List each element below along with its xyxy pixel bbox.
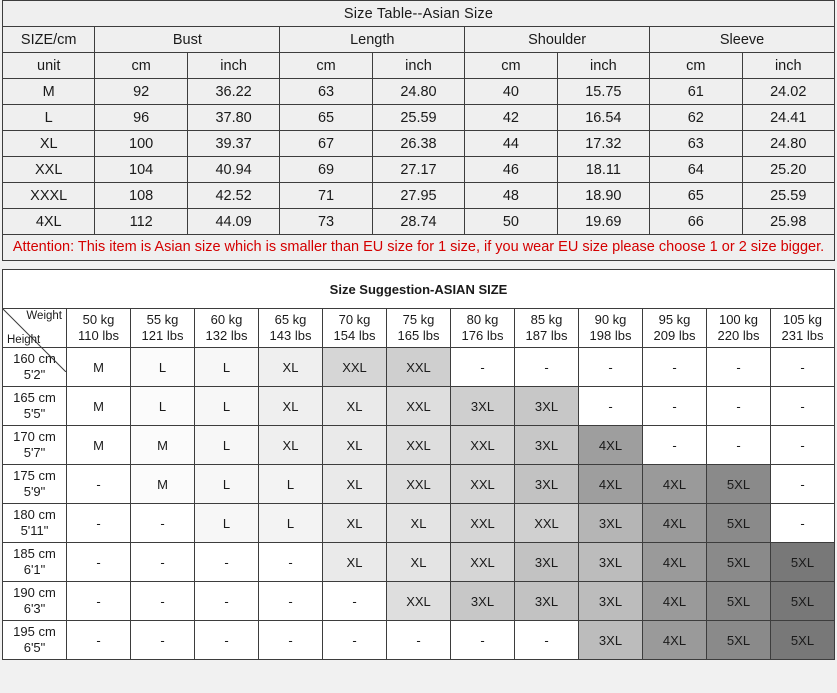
suggestion-cell: - — [259, 543, 323, 582]
weight-axis-label: Weight — [26, 310, 62, 322]
suggestion-cell: - — [67, 621, 131, 660]
group-header-length: Length — [280, 27, 465, 53]
group-header-bust: Bust — [95, 27, 280, 53]
table-row — [3, 426, 835, 465]
cell-bust-inch: 42.52 — [187, 183, 279, 209]
suggestion-cell: XL — [323, 543, 387, 582]
cell-shoulder-cm: 50 — [465, 209, 557, 235]
suggestion-cell: - — [451, 348, 515, 387]
unit-length-cm: cm — [280, 53, 372, 79]
suggestion-cell: - — [131, 504, 195, 543]
suggestion-cell: - — [323, 582, 387, 621]
suggestion-cell: 5XL — [707, 621, 771, 660]
height-cm: 185 cm — [13, 546, 56, 561]
suggestion-cell: 3XL — [515, 387, 579, 426]
cell-bust-cm: 108 — [95, 183, 187, 209]
size-table-title-row — [3, 1, 835, 27]
weight-header-7 — [515, 309, 579, 348]
table-row — [3, 348, 835, 387]
cell-length-cm: 73 — [280, 209, 372, 235]
cell-sleeve-cm: 63 — [650, 131, 742, 157]
suggestion-cell: XXL — [387, 348, 451, 387]
suggestion-cell: - — [195, 621, 259, 660]
cell-shoulder-cm: 46 — [465, 157, 557, 183]
suggestion-cell: L — [195, 426, 259, 465]
suggestion-cell: XXL — [451, 504, 515, 543]
cell-length-inch: 27.17 — [372, 157, 464, 183]
suggestion-cell: 5XL — [771, 543, 835, 582]
suggestion-cell: M — [131, 465, 195, 504]
size-table-asian — [2, 0, 835, 261]
weight-kg: 105 kg — [782, 312, 823, 327]
suggestion-cell: - — [771, 348, 835, 387]
height-ft: 5'9" — [23, 484, 46, 499]
weight-kg: 70 kg — [338, 312, 371, 327]
suggestion-cell: 4XL — [643, 465, 707, 504]
weight-lbs: 187 lbs — [525, 328, 568, 343]
suggestion-cell: XL — [387, 543, 451, 582]
weight-lbs: 143 lbs — [269, 328, 312, 343]
cell-sleeve-inch: 24.80 — [742, 131, 835, 157]
weight-kg: 60 kg — [210, 312, 243, 327]
cell-length-inch: 27.95 — [372, 183, 464, 209]
weight-header-8 — [579, 309, 643, 348]
weight-header-0 — [67, 309, 131, 348]
suggestion-cell: XXL — [515, 504, 579, 543]
unit-length-inch: inch — [372, 53, 464, 79]
suggestion-cell: 3XL — [515, 543, 579, 582]
height-axis-label: Height — [7, 334, 41, 346]
group-header-shoulder: Shoulder — [465, 27, 650, 53]
height-cm: 175 cm — [13, 468, 56, 483]
suggestion-cell: M — [131, 426, 195, 465]
table-row — [3, 582, 835, 621]
suggestion-cell: - — [131, 582, 195, 621]
unit-shoulder-inch: inch — [557, 53, 649, 79]
suggestion-cell: M — [67, 426, 131, 465]
suggestion-cell: 4XL — [643, 504, 707, 543]
suggestion-cell: 3XL — [579, 543, 643, 582]
size-suggestion-table — [2, 269, 835, 660]
cell-length-cm: 63 — [280, 79, 372, 105]
height-ft: 6'3" — [23, 601, 46, 616]
suggestion-cell: 3XL — [515, 465, 579, 504]
suggestion-cell: L — [131, 348, 195, 387]
cell-length-cm: 69 — [280, 157, 372, 183]
group-header-size: SIZE/cm — [3, 27, 95, 53]
suggestion-cell: 4XL — [643, 543, 707, 582]
table-row — [3, 504, 835, 543]
height-header-4 — [3, 504, 67, 543]
suggestion-cell: XL — [259, 348, 323, 387]
suggestion-cell: 5XL — [707, 543, 771, 582]
weight-header-6 — [451, 309, 515, 348]
suggestion-cell: - — [643, 387, 707, 426]
suggestion-cell: 5XL — [707, 582, 771, 621]
unit-sleeve-cm: cm — [650, 53, 742, 79]
height-cm: 165 cm — [13, 390, 56, 405]
suggestion-cell: 4XL — [579, 426, 643, 465]
unit-bust-cm: cm — [95, 53, 187, 79]
height-header-5 — [3, 543, 67, 582]
table-row — [3, 157, 835, 183]
cell-bust-inch: 39.37 — [187, 131, 279, 157]
weight-lbs: 110 lbs — [78, 328, 119, 343]
height-ft: 5'11" — [20, 523, 49, 538]
suggestion-cell: XL — [323, 465, 387, 504]
suggestion-cell: - — [67, 543, 131, 582]
cell-sleeve-cm: 66 — [650, 209, 742, 235]
weight-lbs: 121 lbs — [141, 328, 184, 343]
cell-sleeve-cm: 64 — [650, 157, 742, 183]
axis-corner-cell — [3, 309, 67, 348]
size-table-unit-row — [3, 53, 835, 79]
table-row — [3, 131, 835, 157]
size-table-body — [3, 1, 835, 261]
suggestion-cell: 3XL — [515, 582, 579, 621]
cell-bust-cm: 92 — [95, 79, 187, 105]
suggestion-cell: XXL — [451, 465, 515, 504]
suggestion-cell: XL — [323, 504, 387, 543]
cell-size: XXXL — [3, 183, 95, 209]
weight-header-5 — [387, 309, 451, 348]
suggestion-cell: XXL — [387, 582, 451, 621]
suggestion-cell: L — [195, 465, 259, 504]
cell-shoulder-cm: 48 — [465, 183, 557, 209]
cell-shoulder-inch: 18.11 — [557, 157, 649, 183]
suggestion-cell: 3XL — [451, 387, 515, 426]
weight-header-10 — [707, 309, 771, 348]
suggestion-cell: XXL — [451, 426, 515, 465]
suggestion-cell: - — [579, 348, 643, 387]
suggestion-cell: XL — [387, 504, 451, 543]
suggestion-cell: - — [771, 465, 835, 504]
size-suggestion-title-row — [3, 270, 835, 309]
weight-kg: 95 kg — [658, 312, 691, 327]
cell-size: M — [3, 79, 95, 105]
suggestion-cell: - — [323, 621, 387, 660]
attention-note: Attention: This item is Asian size which is smaller than EU size for 1 size, if you wear EU size please choose 1 or 2 size bigger. — [3, 235, 835, 261]
weight-lbs: 132 lbs — [205, 328, 248, 343]
weight-lbs: 220 lbs — [717, 328, 760, 343]
group-header-sleeve: Sleeve — [650, 27, 835, 53]
weight-header-4 — [323, 309, 387, 348]
unit-sleeve-inch: inch — [742, 53, 835, 79]
suggestion-cell: - — [771, 387, 835, 426]
height-cm: 160 cm — [13, 351, 56, 366]
suggestion-cell: - — [643, 348, 707, 387]
suggestion-cell: - — [131, 621, 195, 660]
suggestion-cell: M — [67, 348, 131, 387]
cell-bust-inch: 44.09 — [187, 209, 279, 235]
suggestion-cell: - — [387, 621, 451, 660]
cell-shoulder-inch: 16.54 — [557, 105, 649, 131]
suggestion-cell: 4XL — [643, 582, 707, 621]
cell-bust-inch: 36.22 — [187, 79, 279, 105]
suggestion-cell: 4XL — [579, 465, 643, 504]
cell-shoulder-cm: 44 — [465, 131, 557, 157]
suggestion-cell: - — [771, 504, 835, 543]
suggestion-cell: XL — [259, 426, 323, 465]
unit-bust-inch: inch — [187, 53, 279, 79]
suggestion-cell: XL — [323, 426, 387, 465]
height-cm: 195 cm — [13, 624, 56, 639]
weight-lbs: 176 lbs — [461, 328, 504, 343]
cell-sleeve-cm: 62 — [650, 105, 742, 131]
suggestion-cell: 3XL — [579, 504, 643, 543]
suggestion-cell: - — [707, 426, 771, 465]
cell-length-inch: 24.80 — [372, 79, 464, 105]
weight-kg: 90 kg — [594, 312, 627, 327]
unit-label: unit — [3, 53, 95, 79]
table-row — [3, 543, 835, 582]
suggestion-cell: XL — [259, 387, 323, 426]
suggestion-cell: L — [131, 387, 195, 426]
cell-bust-cm: 104 — [95, 157, 187, 183]
height-cm: 190 cm — [13, 585, 56, 600]
table-row — [3, 621, 835, 660]
suggestion-cell: - — [707, 348, 771, 387]
table-row — [3, 105, 835, 131]
cell-bust-inch: 40.94 — [187, 157, 279, 183]
suggestion-cell: L — [195, 348, 259, 387]
table-row — [3, 183, 835, 209]
suggestion-cell: XL — [323, 387, 387, 426]
cell-size: XL — [3, 131, 95, 157]
weight-header-9 — [643, 309, 707, 348]
table-row — [3, 209, 835, 235]
suggestion-cell: 3XL — [451, 582, 515, 621]
weight-kg: 65 kg — [274, 312, 307, 327]
suggestion-cell: XXL — [451, 543, 515, 582]
suggestion-cell: 3XL — [579, 621, 643, 660]
cell-shoulder-inch: 17.32 — [557, 131, 649, 157]
cell-shoulder-inch: 15.75 — [557, 79, 649, 105]
weight-lbs: 198 lbs — [589, 328, 632, 343]
table-separator — [0, 261, 837, 269]
table-row — [3, 387, 835, 426]
suggestion-cell: L — [259, 465, 323, 504]
cell-length-cm: 65 — [280, 105, 372, 131]
cell-bust-cm: 100 — [95, 131, 187, 157]
cell-sleeve-inch: 24.41 — [742, 105, 835, 131]
cell-shoulder-inch: 18.90 — [557, 183, 649, 209]
cell-sleeve-inch: 25.59 — [742, 183, 835, 209]
cell-bust-inch: 37.80 — [187, 105, 279, 131]
height-header-2 — [3, 426, 67, 465]
weight-lbs: 165 lbs — [397, 328, 440, 343]
weight-header-row — [3, 309, 835, 348]
height-ft: 6'5" — [23, 640, 46, 655]
size-suggestion-body — [3, 270, 835, 660]
suggestion-cell: - — [195, 543, 259, 582]
height-cm: 180 cm — [13, 507, 56, 522]
suggestion-cell: - — [67, 504, 131, 543]
cell-length-inch: 28.74 — [372, 209, 464, 235]
suggestion-cell: XXL — [387, 465, 451, 504]
height-header-6 — [3, 582, 67, 621]
cell-length-cm: 71 — [280, 183, 372, 209]
suggestion-cell: - — [67, 582, 131, 621]
suggestion-cell: L — [195, 504, 259, 543]
weight-kg: 85 kg — [530, 312, 563, 327]
height-ft: 5'5" — [23, 406, 46, 421]
cell-sleeve-inch: 25.20 — [742, 157, 835, 183]
weight-header-1 — [131, 309, 195, 348]
suggestion-cell: 5XL — [707, 465, 771, 504]
cell-shoulder-cm: 42 — [465, 105, 557, 131]
weight-kg: 50 kg — [82, 312, 115, 327]
cell-shoulder-cm: 40 — [465, 79, 557, 105]
suggestion-cell: - — [451, 621, 515, 660]
suggestion-cell: 5XL — [771, 582, 835, 621]
suggestion-cell: - — [643, 426, 707, 465]
suggestion-cell: 4XL — [643, 621, 707, 660]
cell-size: XXL — [3, 157, 95, 183]
cell-sleeve-cm: 61 — [650, 79, 742, 105]
size-suggestion-title: Size Suggestion-ASIAN SIZE — [3, 270, 835, 309]
weight-lbs: 154 lbs — [333, 328, 376, 343]
suggestion-cell: 5XL — [707, 504, 771, 543]
suggestion-cell: - — [131, 543, 195, 582]
weight-header-11 — [771, 309, 835, 348]
weight-header-2 — [195, 309, 259, 348]
attention-row — [3, 235, 835, 261]
cell-sleeve-inch: 24.02 — [742, 79, 835, 105]
suggestion-cell: - — [515, 621, 579, 660]
cell-bust-cm: 96 — [95, 105, 187, 131]
suggestion-cell: - — [515, 348, 579, 387]
table-row — [3, 465, 835, 504]
suggestion-cell: L — [259, 504, 323, 543]
suggestion-cell: M — [67, 387, 131, 426]
cell-size: 4XL — [3, 209, 95, 235]
suggestion-cell: XXL — [387, 387, 451, 426]
suggestion-cell: - — [259, 621, 323, 660]
height-ft: 5'7" — [23, 445, 46, 460]
height-header-7 — [3, 621, 67, 660]
weight-kg: 55 kg — [146, 312, 179, 327]
suggestion-cell: - — [771, 426, 835, 465]
weight-kg: 100 kg — [718, 312, 759, 327]
suggestion-cell: XXL — [387, 426, 451, 465]
suggestion-cell: - — [259, 582, 323, 621]
height-cm: 170 cm — [13, 429, 56, 444]
size-table-group-header-row — [3, 27, 835, 53]
weight-header-3 — [259, 309, 323, 348]
cell-sleeve-inch: 25.98 — [742, 209, 835, 235]
height-ft: 6'1" — [23, 562, 46, 577]
table-row — [3, 79, 835, 105]
unit-shoulder-cm: cm — [465, 53, 557, 79]
suggestion-cell: 3XL — [579, 582, 643, 621]
size-table-title: Size Table--Asian Size — [3, 1, 835, 27]
suggestion-cell: - — [707, 387, 771, 426]
suggestion-cell: - — [579, 387, 643, 426]
cell-length-cm: 67 — [280, 131, 372, 157]
height-header-1 — [3, 387, 67, 426]
suggestion-cell: - — [67, 465, 131, 504]
cell-bust-cm: 112 — [95, 209, 187, 235]
suggestion-cell: XXL — [323, 348, 387, 387]
cell-shoulder-inch: 19.69 — [557, 209, 649, 235]
cell-length-inch: 25.59 — [372, 105, 464, 131]
suggestion-cell: 3XL — [515, 426, 579, 465]
weight-kg: 80 kg — [466, 312, 499, 327]
weight-kg: 75 kg — [402, 312, 435, 327]
cell-length-inch: 26.38 — [372, 131, 464, 157]
suggestion-cell: 5XL — [771, 621, 835, 660]
weight-lbs: 231 lbs — [781, 328, 824, 343]
cell-size: L — [3, 105, 95, 131]
suggestion-cell: - — [195, 582, 259, 621]
height-header-3 — [3, 465, 67, 504]
weight-lbs: 209 lbs — [653, 328, 696, 343]
cell-sleeve-cm: 65 — [650, 183, 742, 209]
height-ft: 5'2" — [23, 367, 46, 382]
suggestion-cell: L — [195, 387, 259, 426]
